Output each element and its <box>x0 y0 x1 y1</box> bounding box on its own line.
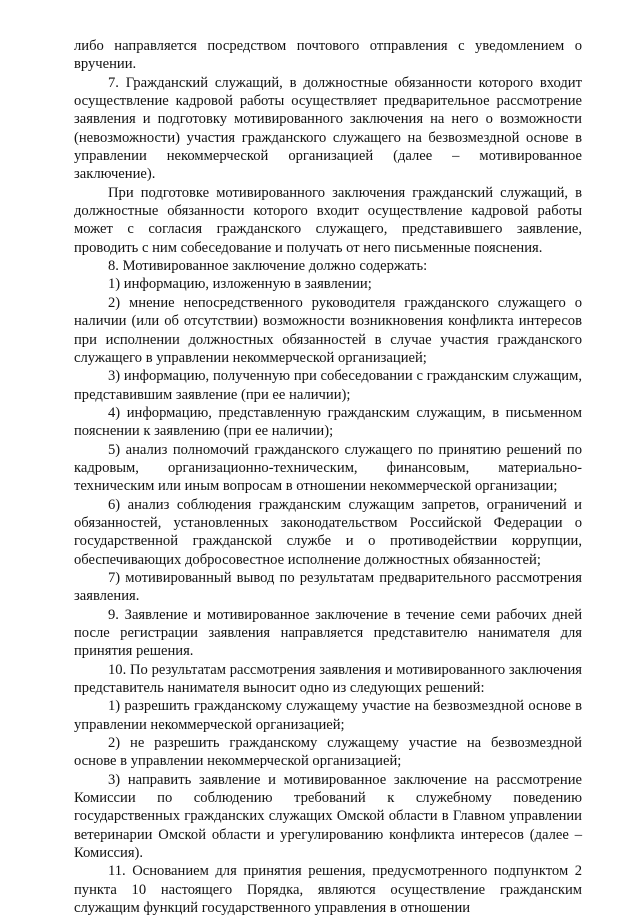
list-item-10-1: 1) разрешить гражданскому служащему участие на безвозмездной основе в управлении некоммерческой организацией; <box>74 698 582 733</box>
list-item-8-4: 4) информацию, представленную гражданским служащим, в письменном пояснении к заявлению (при ее наличии); <box>74 404 582 440</box>
list-item-8-2: 2) мнение непосредственного руководителя гражданского служащего о наличии (или об отсутствии) возможности возникновения конфликта интересов при исполнении должностных обязанностей в случае участия гражданского служащего в управлении некоммерческой организацией; <box>74 294 582 366</box>
list-item-8-7: 7) мотивированный вывод по результатам предварительного рассмотрения заявления. <box>74 569 582 605</box>
paragraph-item-8: 8. Мотивированное заключение должно содержать: <box>108 258 428 275</box>
document-body <box>74 37 582 918</box>
paragraph-item-9: 9. Заявление и мотивированное заключение в течение семи рабочих дней после регистрации заявления направляется представителю нанимателя для принятия решения. <box>74 606 582 660</box>
paragraph-interview: При подготовке мотивированного заключения гражданский служащий, в должностные обязанности которого входит осуществление кадровой работы может с согласия гражданского служащего, представившего заявление, проводить с ним собеседование и получать от него письменные пояснения. <box>74 184 582 256</box>
list-item-8-5: 5) анализ полномочий гражданского служащего по принятию решений по кадровым, организационно-техническим, финансовым, материально-техническим или иным вопросам в отношении некоммерческой организации; <box>74 441 582 495</box>
paragraph-continuation: либо направляется посредством почтового отправления с уведомлением о вручении. <box>74 38 582 73</box>
paragraph-item-7: 7. Гражданский служащий, в должностные обязанности которого входит осуществление кадровой работы осуществляет предварительное рассмотрение заявления и подготовку мотивированного заключения на него о возможности (невозможности) участия гражданского служащего на безвозмездной основе в управлении некоммерческой организацией (далее – мотивированное заключение). <box>74 74 582 183</box>
paragraph-item-11: 11. Основанием для принятия решения, предусмотренного подпунктом 2 пункта 10 настоящего Порядка, являются осуществление гражданским служащим функций государственного управления в отношении <box>74 863 582 917</box>
list-item-8-6: 6) анализ соблюдения гражданским служащим запретов, ограничений и обязанностей, установленных законодательством Российской Федерации о государственной гражданской службе и о противодействии коррупции, обеспечивающих добросовестное исполнение должностных обязанностей; <box>74 496 582 568</box>
list-item-10-2: 2) не разрешить гражданскому служащему участие на безвозмездной основе в управлении некоммерческой организацией; <box>74 735 582 770</box>
list-item-8-3: 3) информацию, полученную при собеседовании с гражданским служащим, представившим заявление (при ее наличии); <box>74 368 582 403</box>
list-item-10-3: 3) направить заявление и мотивированное заключение на рассмотрение Комиссии по соблюдению требований к служебному поведению государственных гражданских служащих Омской области в Главном управлении ветеринарии Омской области и урегулированию конфликта интересов (далее – Комиссия). <box>74 771 582 862</box>
list-item-8-1: 1) информацию, изложенную в заявлении; <box>108 276 372 293</box>
paragraph-item-10: 10. По результатам рассмотрения заявления и мотивированного заключения представитель нанимателя выносит одно из следующих решений: <box>74 661 582 697</box>
